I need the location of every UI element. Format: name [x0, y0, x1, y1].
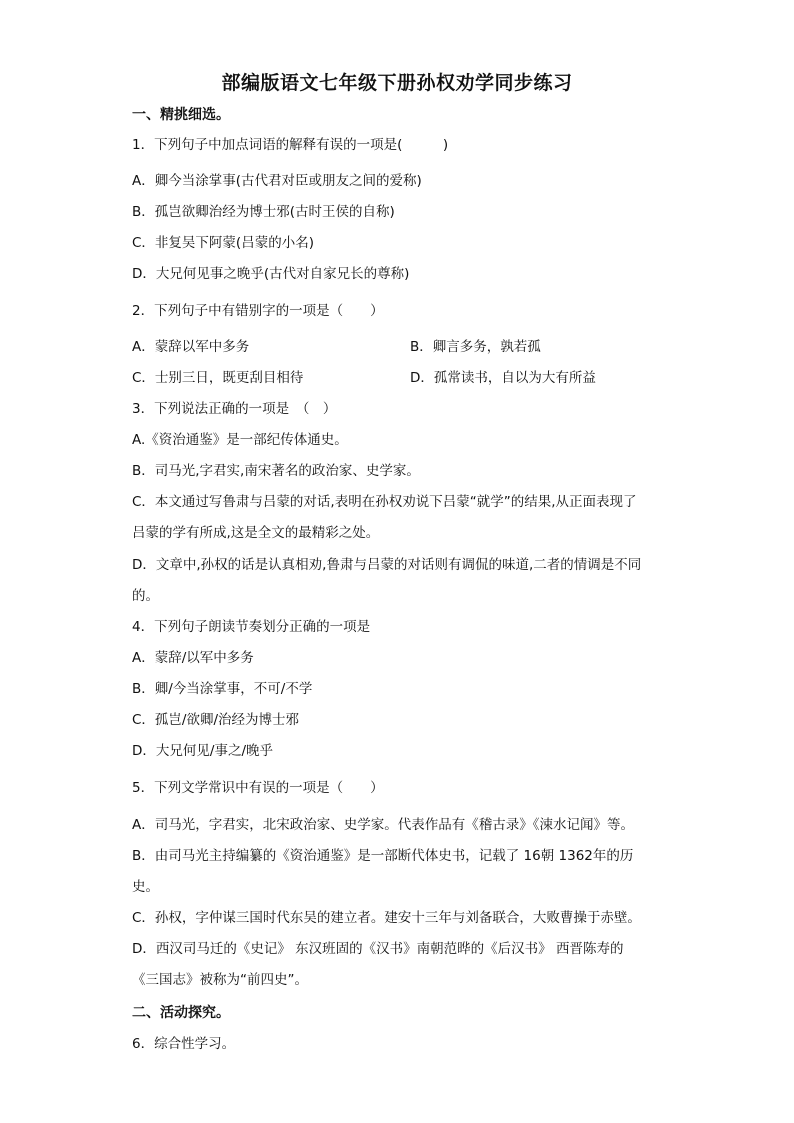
question-3-option-a: A.《资治通鉴》是一部纪传体通史。 [132, 432, 348, 448]
question-1-option-b: B．孤岂欲卿治经为博士邪(古时王侯的自称) [132, 204, 395, 220]
question-3-option-d: D．文章中,孙权的话是认真相劝,鲁肃与吕蒙的对话则有调侃的味道,二者的情调是不同 [132, 557, 642, 573]
page-title: 部编版语文七年级下册孙权劝学同步练习 [221, 72, 573, 94]
question-3-stem: 3．下列说法正确的一项是 （ ） [132, 401, 337, 417]
question-5-stem: 5．下列文学常识中有误的一项是（ ） [132, 780, 384, 796]
question-5-option-d-cont: 《三国志》被称为“前四史”。 [132, 972, 308, 988]
question-2-stem: 2．下列句子中有错别字的一项是（ ） [132, 303, 384, 319]
question-2-option-b: B．卿言多务，孰若孤 [410, 339, 541, 355]
question-3-option-b: B．司马光,字君实,南宋著名的政治家、史学家。 [132, 463, 420, 479]
question-5-option-d: D．西汉司马迁的《史记》 东汉班固的《汉书》南朝范晔的《后汉书》 西晋陈寿的 [132, 941, 624, 957]
question-4-option-a: A．蒙辞/以军中多务 [132, 650, 254, 666]
question-5-option-b: B．由司马光主持编纂的《资治通鉴》是一部断代体史书，记载了 16朝 1362年的历 [132, 848, 634, 864]
section-heading-1: 一、精挑细选。 [132, 107, 230, 123]
question-1-option-a: A．卿今当涂掌事(古代君对臣或朋友之间的爱称) [132, 173, 422, 189]
question-2-option-a: A．蒙辞以军中多务 [132, 339, 250, 355]
question-6-stem: 6．综合性学习。 [132, 1036, 236, 1052]
question-2-option-c: C．士别三日，既更刮目相待 [132, 370, 304, 386]
question-4-option-b: B．卿/今当涂掌事，不可/不学 [132, 681, 313, 697]
question-2-option-d: D．孤常读书，自以为大有所益 [410, 370, 596, 386]
question-3-option-d-cont: 的。 [132, 588, 159, 604]
question-4-stem: 4．下列句子朗读节奏划分正确的一项是 [132, 619, 371, 635]
question-3-option-c-cont: 吕蒙的学有所成,这是全文的最精彩之处。 [132, 525, 380, 541]
question-5-option-c: C．孙权，字仲谋三国时代东吴的建立者。建安十三年与刘备联合，大败曹操于赤壁。 [132, 910, 641, 926]
question-4-option-c: C．孤岂/欲卿/治经为博士邪 [132, 712, 300, 728]
question-1-option-c: C．非复吴下阿蒙(吕蒙的小名) [132, 235, 314, 251]
section-heading-2: 二、活动探究。 [132, 1005, 230, 1021]
question-1-option-d: D．大兄何见事之晚乎(古代对自家兄长的尊称) [132, 266, 410, 282]
question-3-option-c: C．本文通过写鲁肃与吕蒙的对话,表明在孙权劝说下吕蒙“就学”的结果,从正面表现了 [132, 494, 637, 510]
question-5-option-a: A．司马光，字君实，北宋政治家、史学家。代表作品有《稽古录》《涑水记闻》等。 [132, 817, 634, 833]
question-1-stem: 1．下列句子中加点词语的解释有误的一项是( ) [132, 137, 449, 153]
question-5-option-b-cont: 史。 [132, 879, 159, 895]
question-4-option-d: D．大兄何见/事之/晚乎 [132, 743, 273, 759]
